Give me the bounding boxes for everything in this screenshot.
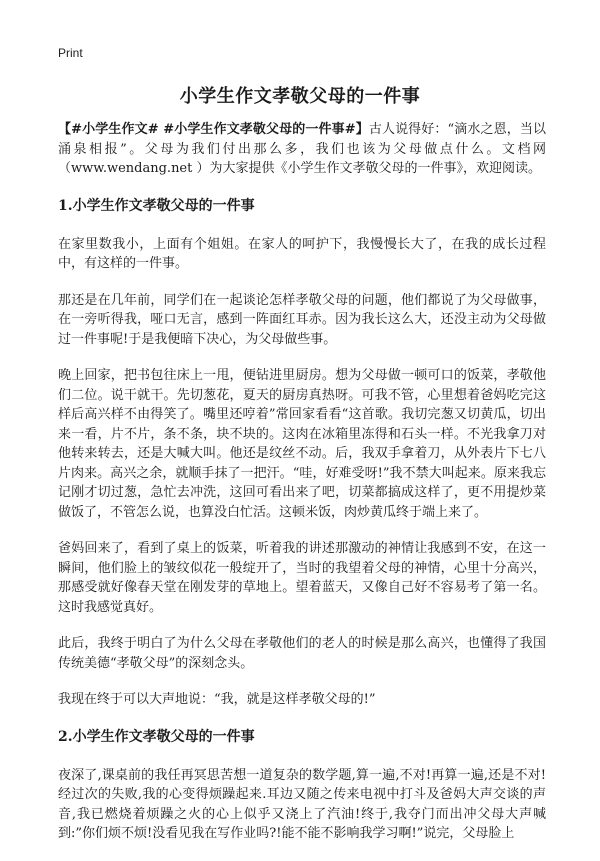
intro-paragraph bbox=[58, 120, 546, 179]
section-1-paragraph: 我现在终于可以大声地说：“我，就是这样孝敬父母的!” bbox=[58, 692, 376, 707]
intro-tags: 【#小学生作文# #小学生作文孝敬父母的一件事#】 bbox=[58, 122, 369, 137]
document-title: 小学生作文孝敬父母的一件事 bbox=[179, 86, 421, 107]
section-1-heading: 1.小学生作文孝敬父母的一件事 bbox=[58, 197, 255, 214]
section-1-paragraph: 那还是在几年前，同学们在一起谈论怎样孝敬父母的问题，他们都说了为父母做事，在一旁听得我，哑口无言，感到一阵面红耳赤。因为我长这么大，还没主动为父母做过一件事呢!于是我便暗下决心，为父母做些事。 bbox=[58, 292, 546, 347]
section-1-paragraph: 在家里数我小，上面有个姐姐。在家人的呵护下，我慢慢长大了，在我的成长过程中，有这样的一件事。 bbox=[58, 236, 546, 271]
document-body bbox=[58, 120, 546, 861]
section-2-heading: 2.小学生作文孝敬父母的一件事 bbox=[58, 728, 255, 745]
intro-text: 古人说得好：“滴水之恩，当以涌泉相报”。父母为我们付出那么多，我们也该为父母做点什么。文档网（www.wendang.net ）为大家提供《小学生作文孝敬父母的一件事》，欢迎阅读。 bbox=[58, 122, 546, 176]
section-1-paragraph: 爸妈回来了，看到了桌上的饭菜，听着我的讲述那激动的神情让我感到不安，在这一瞬间，他们脸上的皱纹似花一般绽开了，当时的我望着父母的神情，心里十分高兴，那感受就好像春天堂在刚发芽的草地上。望着蓝天，又像自己好不容易考了第一名。这时我感觉真好。 bbox=[58, 541, 546, 615]
section-1-paragraph: 此后，我终于明白了为什么父母在孝敬他们的老人的时候是那么高兴，也懂得了我国传统美德“孝敬父母”的深刻念头。 bbox=[58, 636, 546, 671]
section-2-paragraph: 夜深了,课桌前的我任再冥思苦想一道复杂的数学题,算一遍,不对!再算一遍,还是不对!经过次的失败,我的心变得烦躁起来.耳边又随之传来电视中打斗及爸妈大声交谈的声音,我已燃烧着烦躁之火的心上似乎又浇上了汽油!终于,我夺门而出冲父母大声喊到:”你们烦不烦!没看见我在写作业吗?!能不能不影响我学习啊!”说完，父母脸上 bbox=[58, 767, 546, 841]
print-label: Print bbox=[58, 46, 83, 60]
section-1-paragraph: 晚上回家，把书包往床上一甩，便钻进里厨房。想为父母做一顿可口的饭菜，孝敬他们二位。说干就干。先切葱花，夏天的厨房真热呀。可我不管，心里想着爸妈吃完这样后高兴样不由得笑了。嘴里还哼着”常回家看看“这首歌。我切完葱又切黄瓜，切出来一看，片不片，条不条，块不块的。这肉在冰箱里冻得和石头一样。不光我拿刀对他转来转去，还是大喊大叫。他还是纹丝不动。后，我双手拿着刀，从外表片下七八片肉来。高兴之余，就顺手抹了一把汗。“哇，好难受呀!”我不禁大叫起来。原来我忘记刚才切过葱，急忙去冲洗，这回可看出来了吧，切菜都搞成这样了，更不用提炒菜做饭了，不管怎么说，也算没白忙活。这顿米饭，肉炒黄瓜终于端上来了。 bbox=[58, 368, 546, 520]
